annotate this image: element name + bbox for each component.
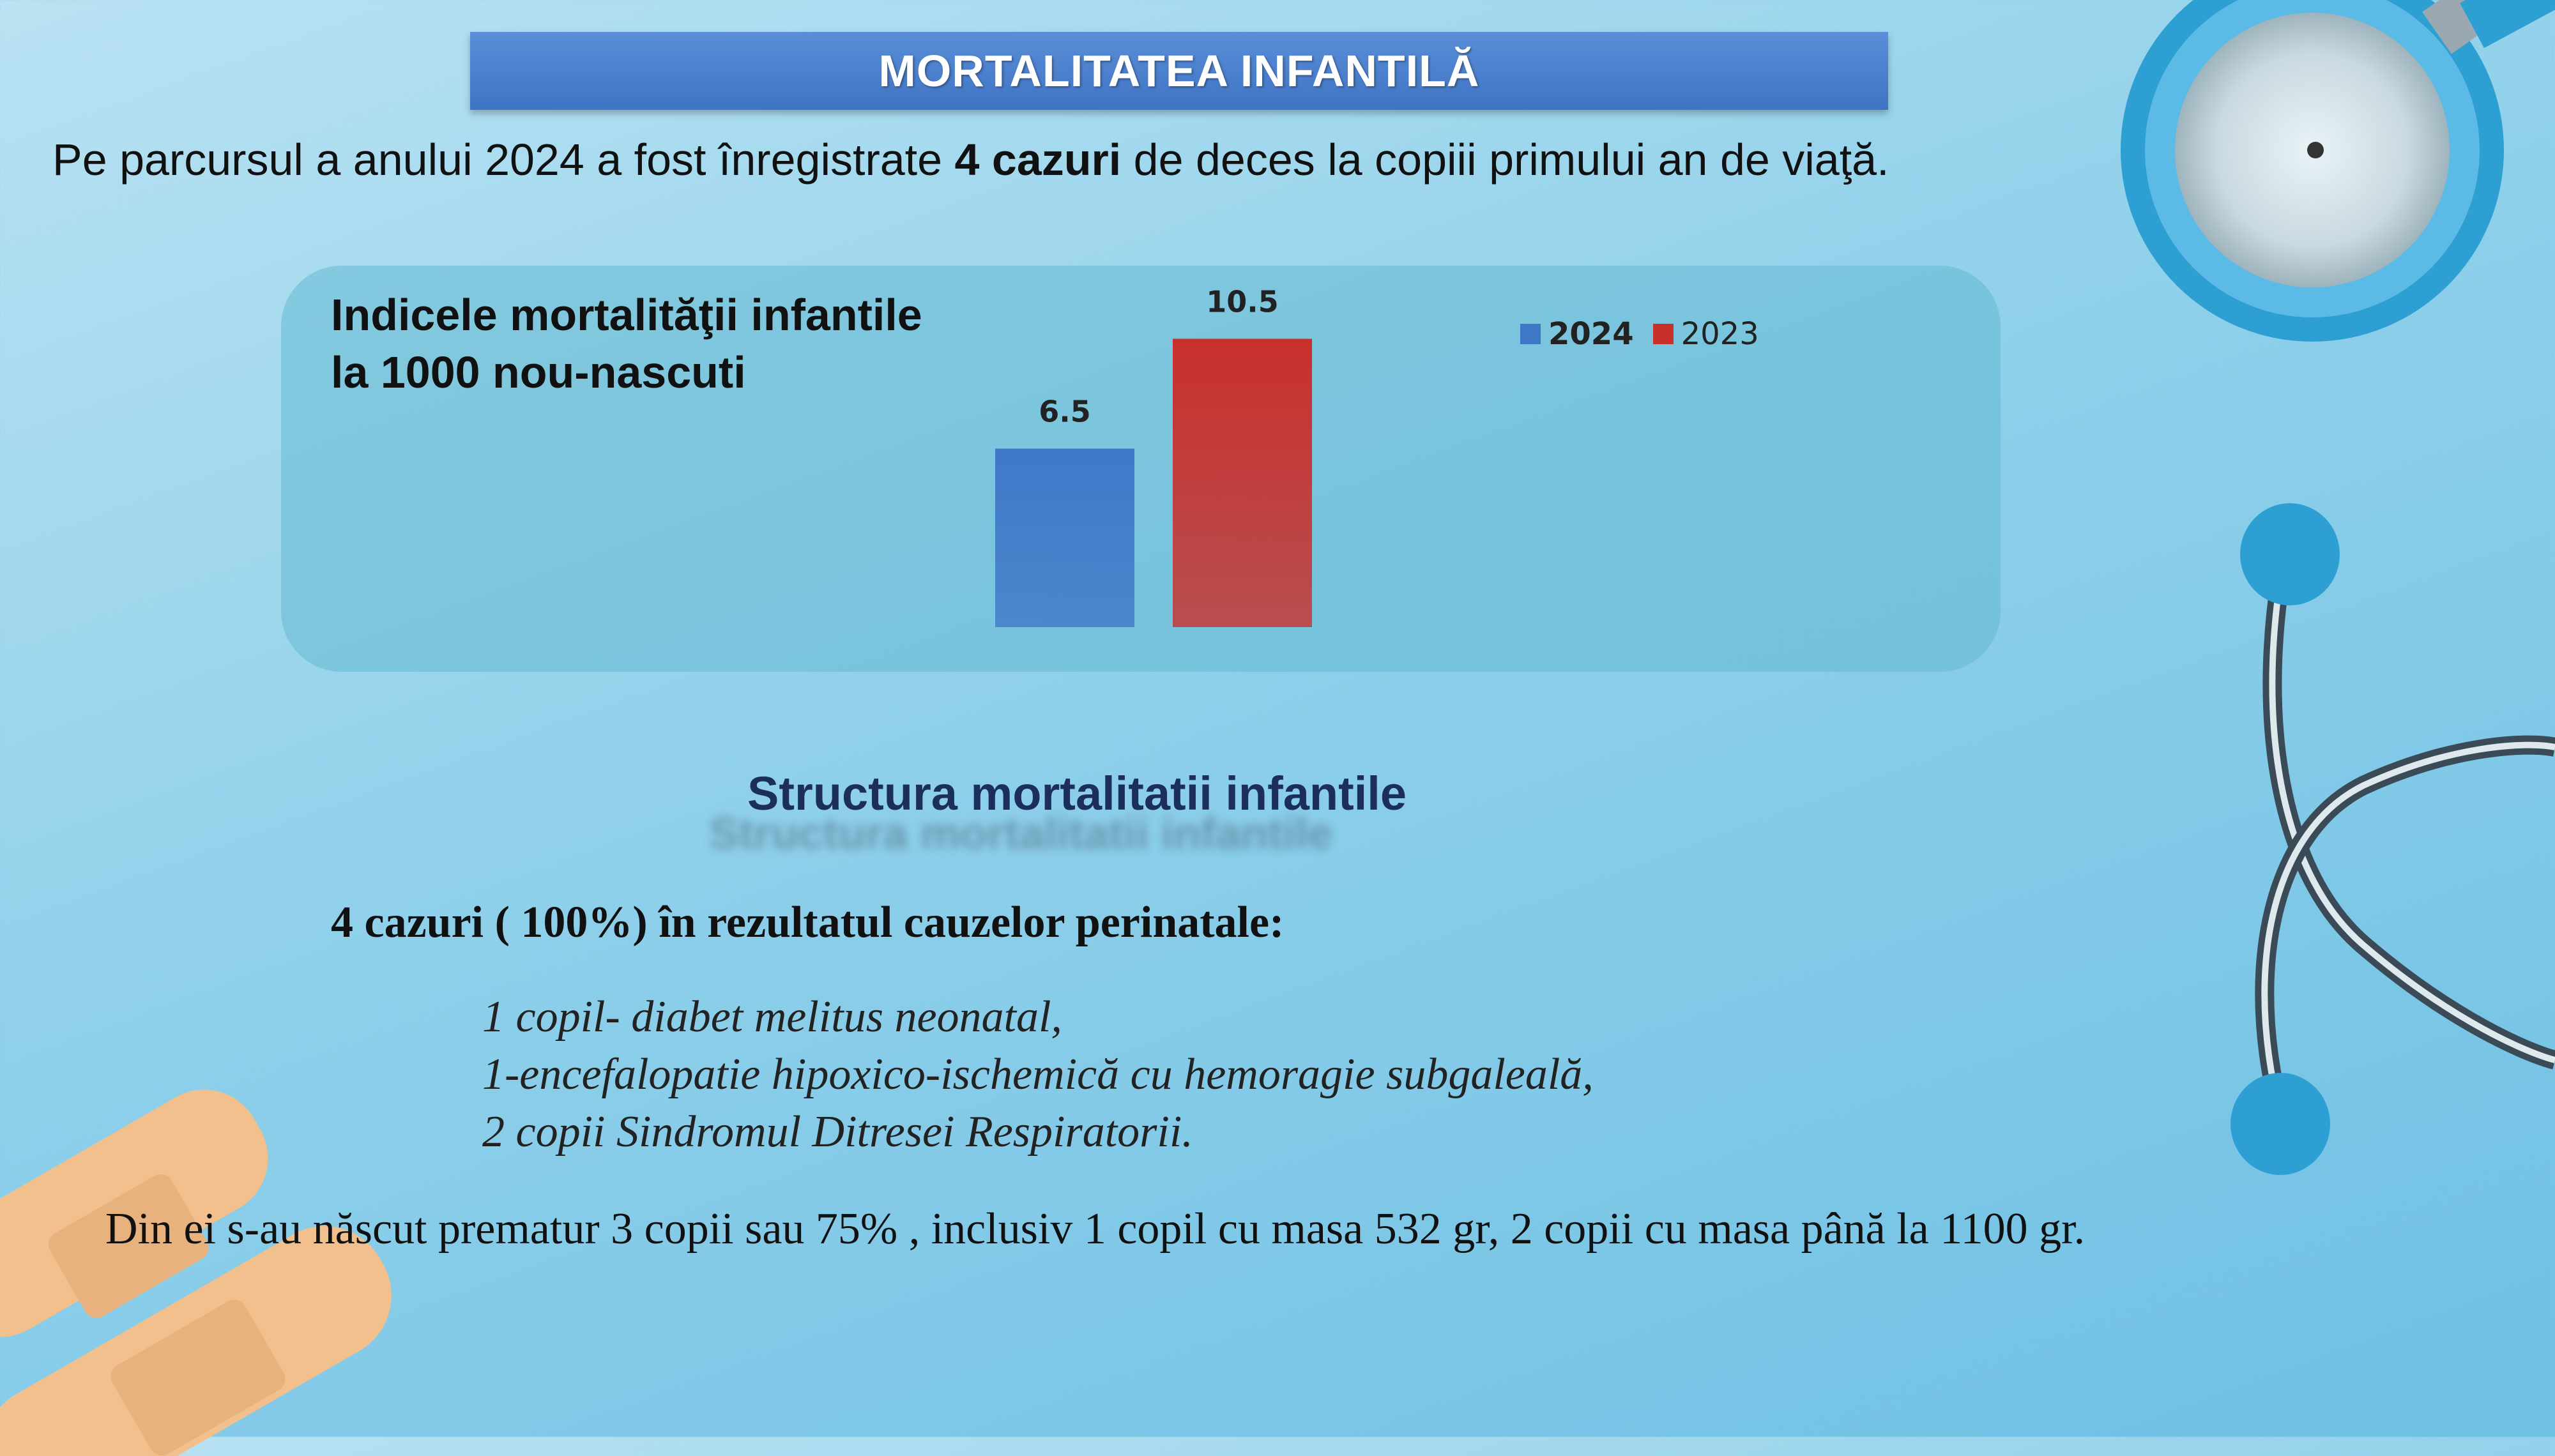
cause-item: 2 copii Sindromul Ditresei Respiratorii. — [482, 1107, 1193, 1156]
cause-list — [482, 989, 1594, 1161]
chart-legend — [1520, 316, 1778, 352]
section-title-reflection: Structura mortalitatii infantile — [709, 808, 1333, 858]
chart-title-line2: la 1000 nou-nascuti — [331, 347, 746, 397]
legend-swatch-2023 — [1653, 324, 1674, 344]
bar-2023 — [1173, 339, 1312, 628]
chart-title-line1: Indicele mortalităţii infantile — [331, 290, 922, 340]
intro-after: de deces la copiii primului an de viaţă. — [1121, 135, 1889, 185]
cause-item: 1-encefalopatie hipoxico-ischemică cu hemoragie subgaleală, — [482, 1050, 1594, 1099]
legend-swatch-2024 — [1520, 324, 1541, 344]
cause-item: 1 copil- diabet melitus neonatal, — [482, 992, 1062, 1042]
bar-2024 — [995, 449, 1134, 628]
intro-before: Pe parcursul a anului 2024 a fost înregistrate — [52, 135, 955, 185]
legend-item-2023 — [1653, 316, 1759, 352]
legend-label-2024: 2024 — [1548, 316, 1634, 352]
data-label-2024: 6.5 — [1039, 394, 1091, 429]
section-title: Structura mortalitatii infantile — [747, 767, 1407, 820]
slide-title: MORTALITATEA INFANTILĂ — [878, 46, 1480, 96]
footer-text: Din ei s-au născut prematur 3 copii sau 75% , inclusiv 1 copil cu masa 532 gr, 2 copii cu masa până la 1100 gr. — [105, 1204, 2086, 1254]
legend-label-2023: 2023 — [1681, 316, 1759, 352]
data-label-2023: 10.5 — [1206, 284, 1279, 319]
intro-bold: 4 cazuri — [954, 135, 1122, 185]
legend-item-2024 — [1520, 316, 1634, 352]
causes-heading: 4 cazuri ( 100%) în rezultatul cauzelor perinatale: — [331, 898, 1285, 947]
